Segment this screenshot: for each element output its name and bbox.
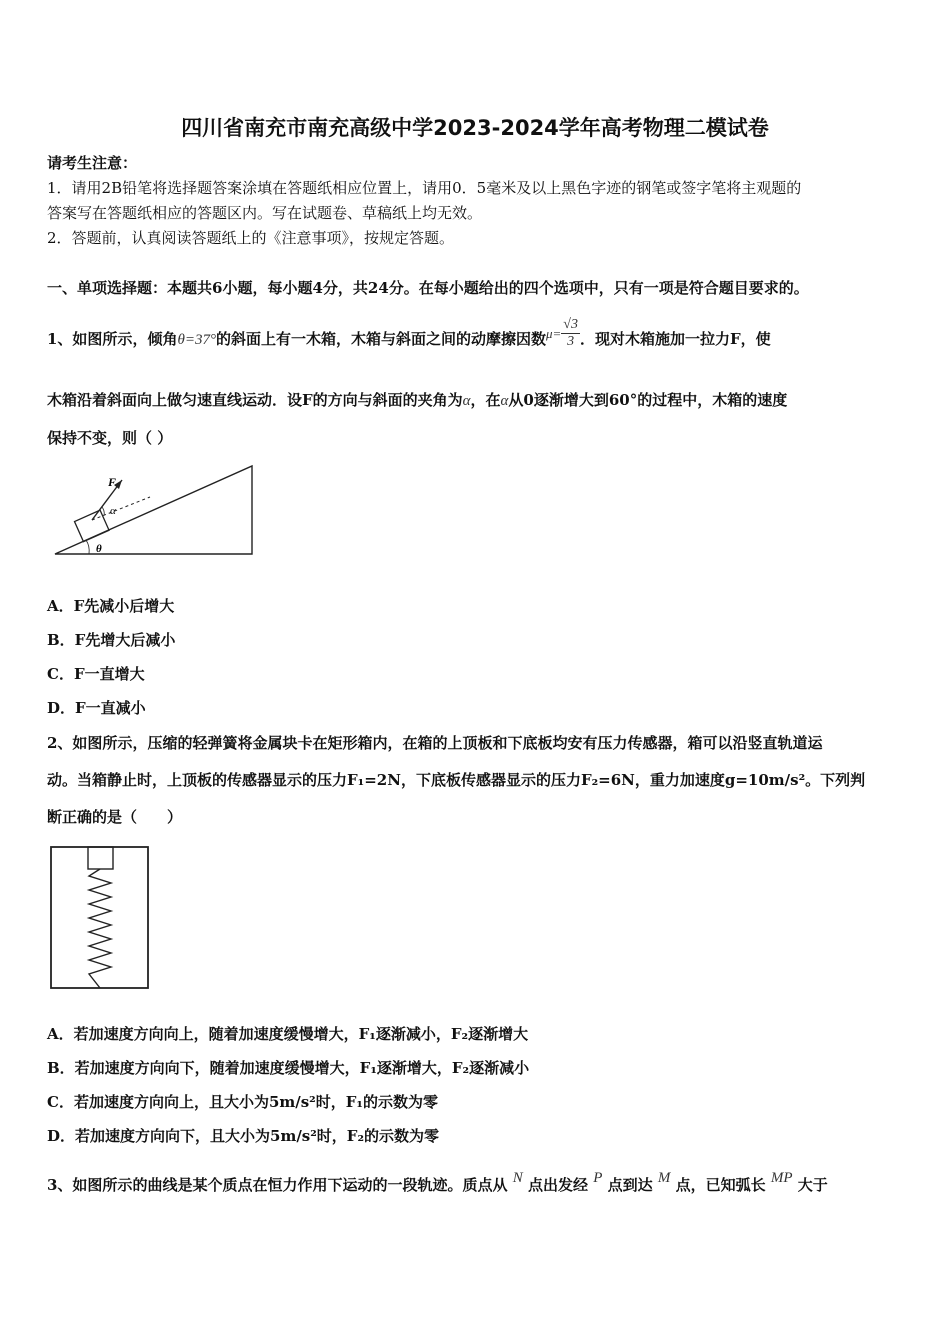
q1-mu-fraction	[561, 317, 580, 350]
q2-spring-box-figure	[48, 845, 152, 993]
q1-text-b: 的斜面上有一木箱，木箱与斜面之间的动摩擦因数	[215, 330, 546, 348]
q3-text-c: 点到达	[607, 1176, 653, 1194]
q1-mu-denominator: 3	[567, 333, 575, 349]
q2-option-b[interactable]: B．若加速度方向向下，随着加速度缓慢增大，F₁逐渐增大，F₂逐渐减小	[47, 1059, 530, 1077]
q3-text-b: 点出发经	[527, 1176, 588, 1194]
q2-stem-line-3: 断正确的是（ ）	[47, 808, 183, 826]
q2-option-d[interactable]: D．若加速度方向向下，且大小为5m/s²时，F₂的示数为零	[47, 1127, 440, 1145]
q1-option-d[interactable]: D．F一直减小	[47, 699, 146, 717]
q3-text-e: 大于	[797, 1176, 828, 1194]
q3-text-a: 3、如图所示的曲线是某个质点在恒力作用下运动的一段轨迹。质点从	[47, 1176, 508, 1194]
q3-stem-line-1	[47, 1170, 828, 1195]
q1-alpha-symbol: α	[462, 393, 471, 409]
notice-line-1b: 答案写在答题纸相应的答题区内。写在试题卷、草稿纸上均无效。	[47, 204, 483, 222]
q3-arc-MP: MP	[770, 1170, 793, 1186]
box-outline	[51, 847, 148, 988]
label-theta: θ	[96, 543, 102, 555]
q1-text-a: 1、如图所示，倾角	[47, 330, 178, 348]
q1-stem-line-1	[47, 316, 771, 350]
notice-line-2: 2．答题前，认真阅读答题纸上的《注意事项》，按规定答题。	[47, 229, 455, 247]
q1-option-a[interactable]: A．F先减小后增大	[47, 597, 175, 615]
q1-option-c[interactable]: C．F一直增大	[47, 665, 145, 683]
q1-mu-numerator: √3	[563, 316, 578, 332]
notice-heading: 请考生注意：	[47, 154, 138, 172]
q2-option-c[interactable]: C．若加速度方向向上，且大小为5m/s²时，F₁的示数为零	[47, 1093, 438, 1111]
q1-text-c: ．现对木箱施加一拉力F，使	[579, 330, 771, 348]
q1-text-d: 木箱沿着斜面向上做匀速直线运动．设F的方向与斜面的夹角为	[47, 391, 463, 409]
page-title: 四川省南充市南充高级中学2023-2024学年高考物理二模试卷	[181, 116, 769, 140]
q1-incline-figure	[50, 460, 260, 560]
spring	[89, 869, 111, 988]
section-heading: 一、单项选择题：本题共6小题，每小题4分，共24分。在每小题给出的四个选项中，只有一项是符合题目要求的。	[47, 279, 809, 297]
q3-point-N: N	[512, 1170, 523, 1186]
q3-point-P: P	[593, 1170, 603, 1186]
metal-block	[88, 847, 113, 869]
q1-text-e: ，在	[470, 391, 501, 409]
q3-text-d: 点，已知弧长	[675, 1176, 766, 1194]
q1-angle-formula: θ=37°	[177, 332, 216, 348]
notice-line-1a: 1．请用2B铅笔将选择题答案涂填在答题纸相应位置上，请用0．5毫米及以上黑色字迹的钢笔或签字笔将主观题的	[47, 179, 802, 197]
q1-text-f: 从0逐渐增大到60°的过程中，木箱的速度	[508, 391, 788, 409]
q3-point-M: M	[657, 1170, 671, 1186]
label-alpha: α	[110, 505, 116, 517]
q2-stem-line-2: 动。当箱静止时，上顶板的传感器显示的压力F₁=2N，下底板传感器显示的压力F₂=6N，重力加速度g=10m/s²。下列判	[47, 771, 866, 789]
q1-option-b[interactable]: B．F先增大后减小	[47, 631, 176, 649]
q2-stem-line-1: 2、如图所示，压缩的轻弹簧将金属块卡在矩形箱内，在箱的上顶板和下底板均安有压力传感器，箱可以沿竖直轨道运	[47, 734, 823, 752]
q1-mu-symbol: μ=	[545, 326, 562, 341]
q1-stem-line-2	[47, 389, 787, 410]
q1-alpha-symbol-2: α	[500, 393, 509, 409]
label-F: F	[108, 475, 117, 489]
theta-arc	[86, 540, 89, 554]
q2-option-a[interactable]: A．若加速度方向向上，随着加速度缓慢增大，F₁逐渐减小，F₂逐渐增大	[47, 1025, 529, 1043]
q1-stem-line-3: 保持不变，则（ ）	[47, 429, 173, 447]
